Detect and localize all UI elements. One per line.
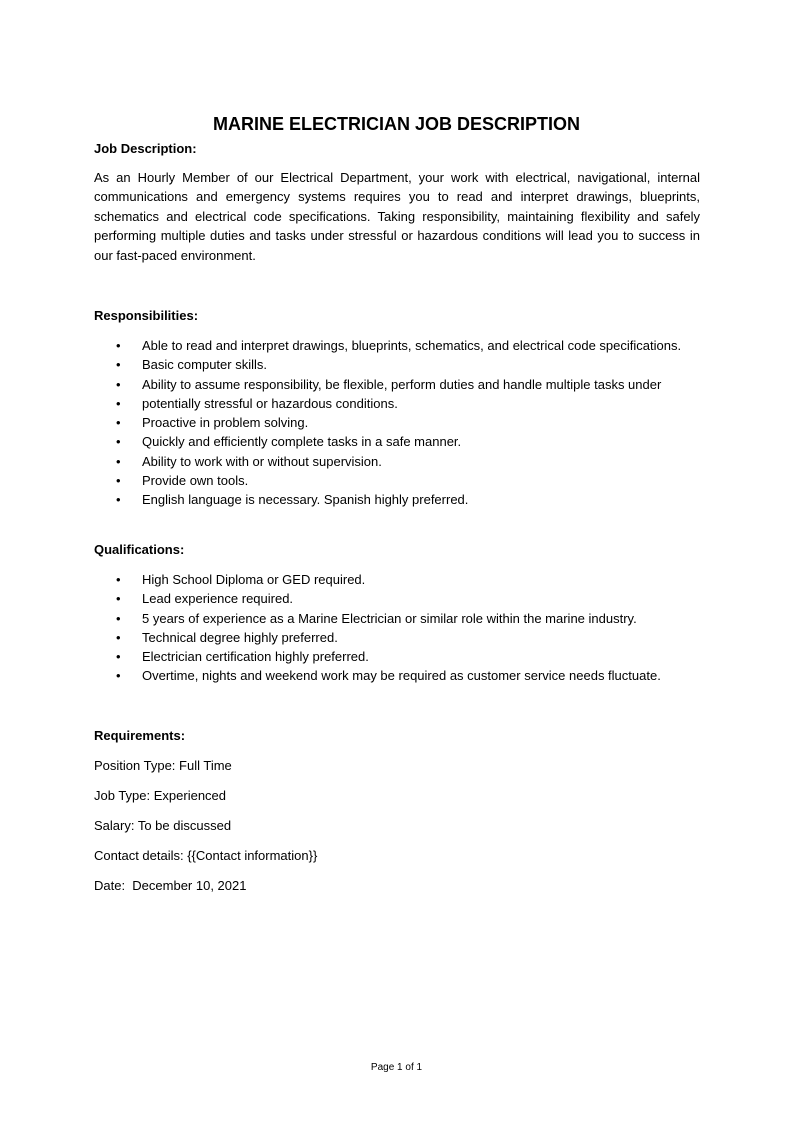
bullet-icon: •	[116, 338, 121, 353]
responsibilities-list	[94, 336, 714, 510]
date: Date: December 10, 2021	[94, 878, 247, 893]
list-item-text: Ability to work with or without supervision.	[142, 453, 382, 469]
bullet-icon: •	[116, 357, 121, 373]
requirements-heading: Requirements:	[94, 728, 186, 743]
bullet-icon: •	[116, 473, 121, 489]
qualifications-list	[94, 570, 714, 686]
list-item-text: Lead experience required.	[142, 591, 294, 607]
list-item-text: Able to read and interpret drawings, blueprints, schematics, and electrical code specifications.	[142, 338, 682, 353]
responsibilities-heading: Responsibilities:	[94, 308, 199, 323]
list-item	[94, 471, 714, 490]
bullet-icon: •	[116, 434, 121, 450]
qualifications-heading: Qualifications:	[94, 542, 185, 557]
list-item-text: Quickly and efficiently complete tasks in a safe manner.	[142, 434, 462, 450]
job-description-text: As an Hourly Member of our Electrical Department, your work with electrical, navigational, internal communications and emergency systems requires you to read and interpret drawings, blueprints, schematics and electrical code specifications. Taking responsibility, maintaining flexibility and safely performing multiple duties and tasks under stressful or hazardous conditions will lead you to success in our fast-paced environment.	[94, 170, 700, 263]
job-description-heading: Job Description:	[94, 141, 197, 156]
list-item-text: potentially stressful or hazardous conditions.	[142, 395, 398, 411]
list-item	[94, 413, 714, 432]
list-item-text: Proactive in problem solving.	[142, 415, 309, 431]
bullet-icon: •	[116, 629, 121, 645]
bullet-icon: •	[116, 376, 121, 392]
bullet-icon: •	[116, 610, 121, 626]
list-item-text: Overtime, nights and weekend work may be required as customer service needs fluctuate.	[142, 668, 661, 684]
list-item	[94, 432, 714, 451]
list-item	[94, 336, 714, 355]
bullet-icon: •	[116, 492, 121, 508]
list-item	[94, 609, 714, 628]
list-item-text: 5 years of experience as a Marine Electrician or similar role within the marine industry.	[142, 610, 637, 626]
list-item	[94, 355, 714, 374]
bullet-icon: •	[116, 649, 121, 665]
list-item-text: Electrician certification highly preferred.	[142, 649, 369, 665]
bullet-icon: •	[116, 572, 121, 587]
position-type: Position Type: Full Time	[94, 758, 232, 773]
salary: Salary: To be discussed	[94, 818, 232, 833]
bullet-icon: •	[116, 591, 121, 607]
list-item-text: English language is necessary. Spanish highly preferred.	[142, 492, 469, 508]
document-title: MARINE ELECTRICIAN JOB DESCRIPTION	[212, 114, 581, 134]
bullet-icon: •	[116, 453, 121, 469]
list-item	[94, 490, 714, 509]
list-item	[94, 394, 714, 413]
list-item	[94, 589, 714, 608]
list-item-text: Basic computer skills.	[142, 357, 267, 373]
list-item	[94, 375, 714, 394]
list-item-text: Provide own tools.	[142, 473, 249, 489]
contact-details: Contact details: {{Contact information}}	[94, 848, 318, 863]
list-item	[94, 452, 714, 471]
job-type: Job Type: Experienced	[94, 788, 227, 803]
list-item	[94, 647, 714, 666]
list-item	[94, 666, 714, 685]
page-number: Page 1 of 1	[370, 1062, 423, 1073]
list-item-text: High School Diploma or GED required.	[142, 572, 366, 587]
list-item-text: Technical degree highly preferred.	[142, 629, 338, 645]
list-item	[94, 570, 714, 589]
bullet-icon: •	[116, 395, 121, 411]
list-item-text: Ability to assume responsibility, be flexible, perform duties and handle multiple tasks under	[142, 376, 662, 392]
list-item	[94, 628, 714, 647]
bullet-icon: •	[116, 415, 121, 431]
bullet-icon: •	[116, 668, 121, 684]
